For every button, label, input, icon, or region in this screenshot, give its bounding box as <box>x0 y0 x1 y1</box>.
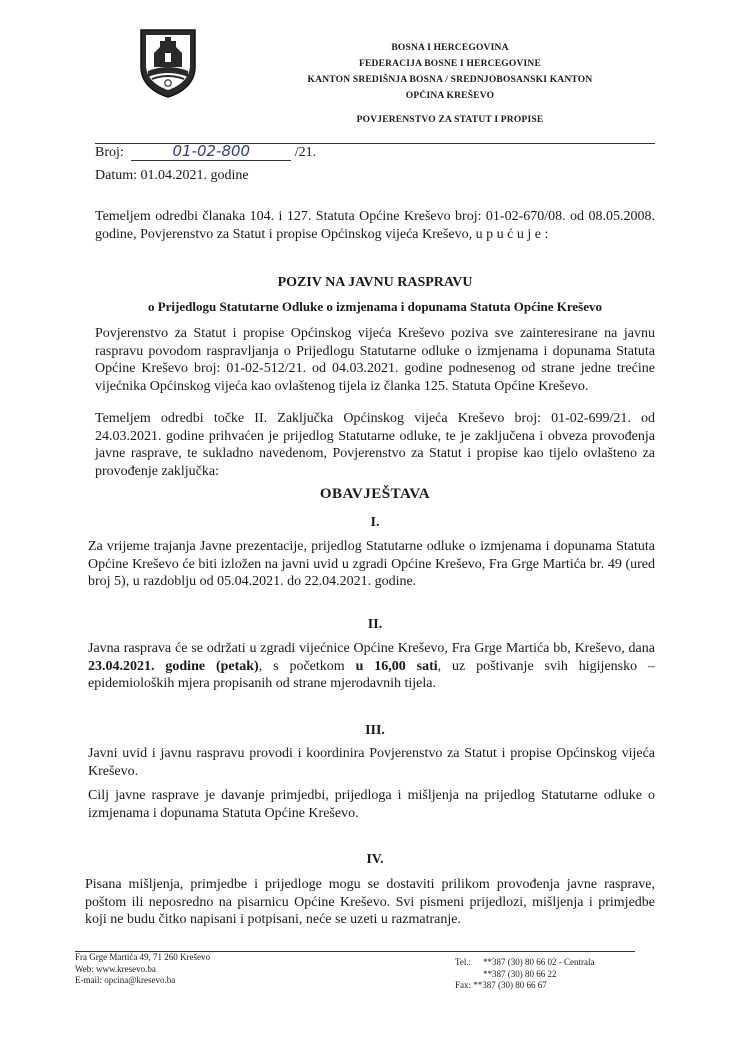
footer-fax: Fax: **387 (30) 80 66 67 <box>455 980 547 990</box>
footer-tel-2: **387 (30) 80 66 22 <box>483 968 557 979</box>
paragraph-conclusion: Temeljem odredbi točke II. Zaključka Općinskog vijeća Kreševo broj: 01-02-699/21. od 24.03.2021. godine prihvaćen je prijedlog Statutarne odluke, te je zaključena i obveza provođenja javne rasprave, te sukladno navedenom, Povjerenstvo za Statut i propise kao tijelo ovlašteno za provođenje zaključka: <box>95 411 655 479</box>
section-2-text-c: , uz poštivanje svih higijensko – epidemioloških mjera propisanih od strane mjerodavnih tijela. <box>88 658 655 691</box>
paragraph-invitation: Povjerenstvo za Statut i propise Općinskog vijeća Kreševo poziva sve zainteresirane na javnu raspravu povodom raspravljanja o Prijedlogu Statutarne odluke o izmjenama i dopunama Statuta Općine Kreševo broj: 01-02-512/21. od 04.03.2021. godine podnesenog od strane jedne trećine vijećnika Općinskog vijeća kao ovlaštenog tijela iz članka 125. Statuta Općine Kreševo. <box>95 326 655 394</box>
header-office: POVJERENSTVO ZA STATUT I PROPISE <box>356 115 544 125</box>
footer-email: E-mail: opcina@kresevo.ba <box>75 975 176 985</box>
section-4-text: Pisana mišljenja, primjedbe i prijedloge mogu se dostaviti prilikom provođenja javne rasprave, poštom ili neposredno na pisarnicu Općine Kreševo. Svi pismeni prijedlozi, mišljenja i primjedbe koji ne budu čitko napisani i potpisani, neće se uzeti u razmatranje. <box>85 877 655 927</box>
header-line-country: BOSNA I HERCEGOVINA <box>391 43 509 53</box>
section-4-number: IV. <box>366 852 384 867</box>
document-date: Datum: 01.04.2021. godine <box>95 168 249 183</box>
section-1-number: I. <box>370 515 380 530</box>
intro-paragraph: Temeljem odredbi članaka 104. i 127. Statuta Općine Kreševo broj: 01-02-670/08. od 08.05.2008. godine, Povjerenstvo za Statut i propise Općinskog vijeća Kreševo, u p u ć u j e : <box>95 209 655 242</box>
section-2-text-a: Javna rasprava će se održati u zgradi vijećnice Općine Kreševo, Fra Grge Martića bb, Kreševo, dana <box>88 641 655 656</box>
document-subtitle: o Prijedlogu Statutarne Odluke o izmjenama i dopunama Statuta Općine Kreševo <box>147 299 603 314</box>
section-3-number: III. <box>365 723 385 738</box>
broj-suffix: /21. <box>294 145 317 160</box>
section-3-text-2: Cilj javne rasprave je davanje primjedbi, prijedloga i mišljenja na prijedlog Statutarne odluke o izmjenama i dopunama Statuta Općine Kreševo. <box>88 788 655 821</box>
footer-contact <box>75 952 210 987</box>
obavjestava-heading: OBAVJEŠTAVA <box>319 486 431 502</box>
header-line-canton: KANTON SREDIŠNJA BOSNA / SREDNJOBOSANSKI KANTON <box>307 75 593 85</box>
header-line-federation: FEDERACIJA BOSNE I HERCEGOVINE <box>358 59 542 69</box>
section-3-text-1: Javni uvid i javnu raspravu provodi i koordinira Povjerenstvo za Statut i propise Općinskog vijeća Kreševo. <box>88 746 655 779</box>
section-2-date: 23.04.2021. godine (petak) <box>88 658 259 674</box>
section-2-text-b: , s početkom <box>258 658 356 674</box>
footer-tel-label: Tel.: <box>455 957 472 967</box>
document-title: POZIV NA JAVNU RASPRAVU <box>277 275 473 290</box>
footer-web: Web: www.kresevo.ba <box>75 963 156 974</box>
section-1-text: Za vrijeme trajanja Javne prezentacije, prijedlog Statutarne odluke o izmjenama i dopunama Statuta Općine Kreševo će biti izložen na javni uvid u zgradi Općine Kreševo, Fra Grge Martića br. 49 (ured broj 5), u razdoblju od 05.04.2021. do 22.04.2021. godine. <box>88 539 655 589</box>
header-line-municipality: OPĆINA KREŠEVO <box>405 91 495 101</box>
document-header <box>240 40 660 128</box>
footer-tel-1: **387 (30) 80 66 02 - Centrala <box>483 957 595 967</box>
section-2-number: II. <box>367 617 383 632</box>
footer-address: Fra Grge Martića 49, 71 260 Kreševo <box>75 952 211 962</box>
section-2-time: u 16,00 sati <box>355 658 438 674</box>
section-2-text <box>88 640 655 693</box>
coat-of-arms-icon <box>138 27 198 99</box>
broj-label: Broj: <box>95 145 124 160</box>
footer-phones <box>455 957 594 992</box>
reference-number <box>95 142 316 161</box>
broj-handwritten: 01-02-800 <box>131 142 291 161</box>
